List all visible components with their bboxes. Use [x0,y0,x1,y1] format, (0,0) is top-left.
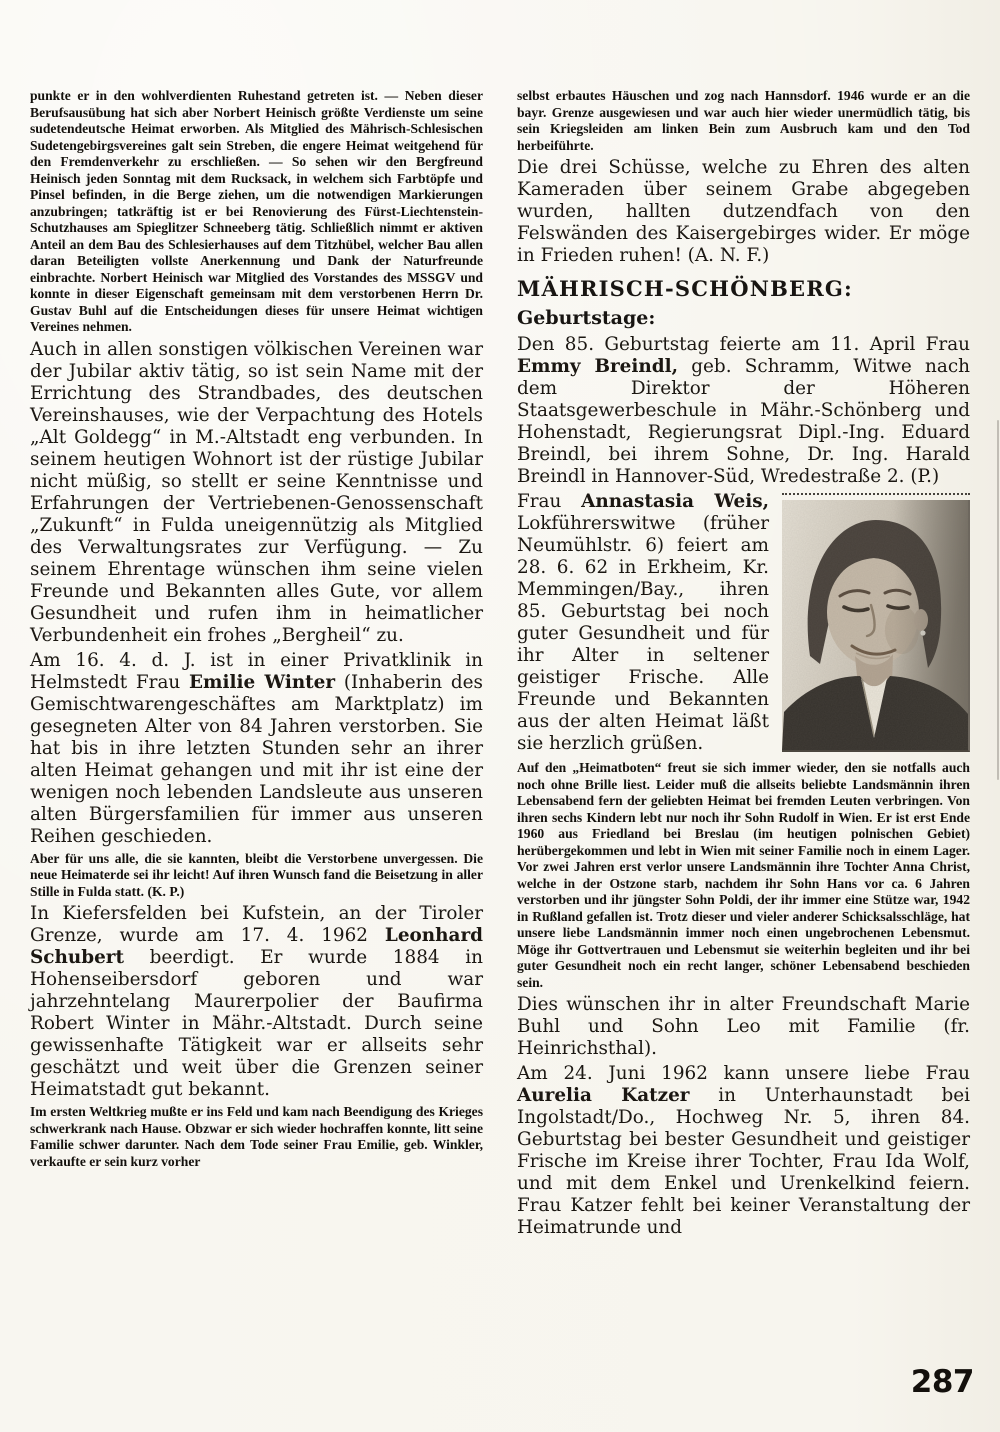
left-column [30,88,483,1242]
para-emilie-winter-obituary: Am 16. 4. d. J. ist in einer Privatklinik in Helmstedt Frau Emilie Winter (Inhaberin des Gemischtwarengeschäftes am Marktplatz) im gesegneten Alter von 84 Jahren verstorben. Sie hat bis in ihre letzten Stunden sehr an ihrer alten Heimat gehangen und mit ihr ist eine der wenigen noch lebenden Landsleute aus unseren alten Bürgersfamilien für immer aus unseren Reihen geschieden. [30,649,483,847]
para-heinisch-activities: punkte er in den wohlverdienten Ruhestand getreten ist. — Neben dieser Berufsausübung hat sich aber Norbert Heinisch größte Verdienste um seine sudetendeutsche Heimat erworben. Als Mitglied des Mährisch-Schlesischen Sudetengebirgsvereines galt sein Streben, die engere Heimat weitgehend für den Fremdenverkehr zu erschließen. — So sehen wir den Bergfreund Heinisch jeden Sonntag mit dem Rucksack, in welchem sich Farbtöpfe und Pinsel befinden, in die Berge ziehen, um die notwendigen Markierungen anzubringen; tatkräftig ist er bei Renovierung des Fürst-Liechtenstein-Schutzhauses am Spieglitzer Schneeberg tätig. Schließlich nimmt er aktiven Anteil an dem Bau des Schlesierhauses auf dem Titzhübel, welcher Bau allen daran Beteiligten vollste Anerkennung und Dank der Naturfreunde einbrachte. Norbert Heinisch war Mitglied des Vorstandes des MSSGV und konnte in dieser Eigenschaft gemeinsam mit dem verstorbenen Herrn Dr. Gustav Buhl auf die Entscheidungen dieses für unsere Heimat wichtigen Vereines nehmen. [30,88,483,334]
para-schubert-war-years: Im ersten Weltkrieg mußte er ins Feld und kam nach Beendigung des Krieges schwerkrank nach Hause. Obzwar er sich wieder hochraffen konnte, litt seine Familie schwer darunter. Nach dem Tode seiner Frau Emilie, geb. Winkler, verkaufte er sein kurz vorher [30,1104,483,1169]
para-heinisch-honors: Auch in allen sonstigen völkischen Vereinen war der Jubilar aktiv tätig, so ist sein Name mit der Errichtung des Strandbades, des deutschen Vereinshauses, wie der Verpachtung des Hotels „Alt Goldegg“ in M.-Altstadt eng verbunden. In seinem heutigen Wohnort ist der rüstige Jubilar nicht müßig, so stellt er seine Kenntnisse und Erfahrungen der Vertriebenen-Genossenschaft „Zukunft“ in Fulda uneigennützig als Mitglied des Verwaltungsrates zur Verfügung. — Zu seinem Ehrentage wünschen ihm seine vielen Freunde und Bekannten alles Gute, vor allem Gesundheit und rufen ihm in heimatlicher Verbundenheit ein frohes „Bergheil“ zu. [30,338,483,646]
subsection-geburtstage: Geburtstage: [517,307,656,329]
page-number: 287 [910,1364,974,1400]
para-emilie-winter-tribute: Aber für uns alle, die sie kannten, bleibt die Verstorbene unvergessen. Die neue Heimaterde sei ihr leicht! Auf ihren Wunsch fand die Beisetzung in aller Stille in Fulda statt. (K. P.) [30,850,483,899]
para-aurelia-katzer-birthday: Am 24. Juni 1962 kann unsere liebe Frau Aurelia Katzer in Unterhaunstadt bei Ingolstadt/Do., Hochweg Nr. 5, ihren 84. Geburtstag bei bester Gesundheit und geistiger Frische im Kreise ihrer Tochter, Frau Ida Wolf, und mit dem Enkel und Urenkelkind feiern. Frau Katzer fehlt bei keiner Veranstaltung der Heimatrunde und [517,1063,970,1238]
two-column-layout [30,88,970,1242]
portrait-photo-frame [782,493,970,752]
portrait-photo [782,500,970,752]
scan-edge-artifact [997,420,999,780]
right-column [517,88,970,1242]
para-schubert-continued: selbst erbautes Häuschen und zog nach Hannsdorf. 1946 wurde er an die bayr. Grenze ausgewiesen und war auch hier wieder unermüdlich tätig, bis sein Kriegsleiden am linken Bein zum Ausbruch kam und den Tod herbeiführte. [517,88,970,153]
section-heading-maehrisch-schoenberg: MÄHRISCH-SCHÖNBERG: [517,276,853,301]
para-annastasia-weis-birthday: Frau Annastasia Weis, Lokführerswitwe (früher Neumühlstr. 6) feiert am 28. 6. 62 in Erkheim, Kr. Memmingen/Bay., ihren 85. Geburtstag bei noch guter Gesundheit und für ihr Alter in seltener geistiger Frische. Alle Freunde und Bekannten aus der alten Heimat läßt sie herzlich grüßen. [517,491,769,754]
dotted-rule [782,493,970,498]
para-weis-life-story: Auf den „Heimatboten“ freut sie sich immer wieder, den sie notfalls auch noch ohne Brille liest. Leider muß die allseits beliebte Landsmännin ihren Lebensabend fern der geliebten Heimat bei fremden Leuten verbringen. Von ihren sechs Kindern lebt nur noch ihr Sohn Rudolf in Wien. Er ist erst Ende 1960 aus Friedland bei Breslau (im heutigen polnischen Gebiet) herübergekommen und lebt in Wien mit seiner Familie noch in einem Lager. Vor zwei Jahren erst verlor unsere Landsmännin ihre Tochter Anna Christ, welche in der Ostzone starb, nachdem ihr Sohn Hans vor ca. 6 Jahren verstorben und ihr jüngster Sohn Poldi, der ihr immer eine Stütze war, 1942 in Rußland gefallen ist. Trotz dieser und vieler anderer Schicksalsschläge, hat unsere liebe Landsmännin immer noch einen ungebrochenen Lebensmut. Möge ihr Gottvertrauen und Lebensmut sie weiterhin begleiten und ihr bei guter Gesundheit noch ein recht langer, schöner Lebensabend beschieden sein. [517,760,970,990]
para-schubert-farewell: Die drei Schüsse, welche zu Ehren des alten Kameraden über seinem Grabe abgegeben wurden, hallten dutzendfach von den Felswänden des Kaisergebirges wider. Er möge in Frieden ruhen! (A. N. F.) [517,157,970,266]
para-weis-wishes: Dies wünschen ihr in alter Freundschaft Marie Buhl und Sohn Leo mit Familie (fr. Heinrichsthal). [517,994,970,1059]
para-leonhard-schubert-obituary: In Kiefersfelden bei Kufstein, an der Tiroler Grenze, wurde am 17. 4. 1962 Leonhard Schubert beerdigt. Er wurde 1884 in Hohenseibersdorf geboren und war jahrzehntelang Maurerpolier der Baufirma Robert Winter in Mähr.-Altstadt. Durch seine gewissenhafte Tätigkeit war er allseits sehr geschätzt und weit über die Grenzen seiner Heimatstadt gut bekannt. [30,903,483,1100]
para-emmy-breindl-birthday: Den 85. Geburtstag feierte am 11. April Frau Emmy Breindl, geb. Schramm, Witwe nach dem Direktor der Höheren Staatsgewerbeschule in Mähr.-Schönberg und Hohenstadt, Regierungsrat Dipl.-Ing. Eduard Breindl, bei ihrem Sohne, Dr. Ing. Harald Breindl in Hannover-Süd, Wredestraße 2. (P.) [517,334,970,487]
